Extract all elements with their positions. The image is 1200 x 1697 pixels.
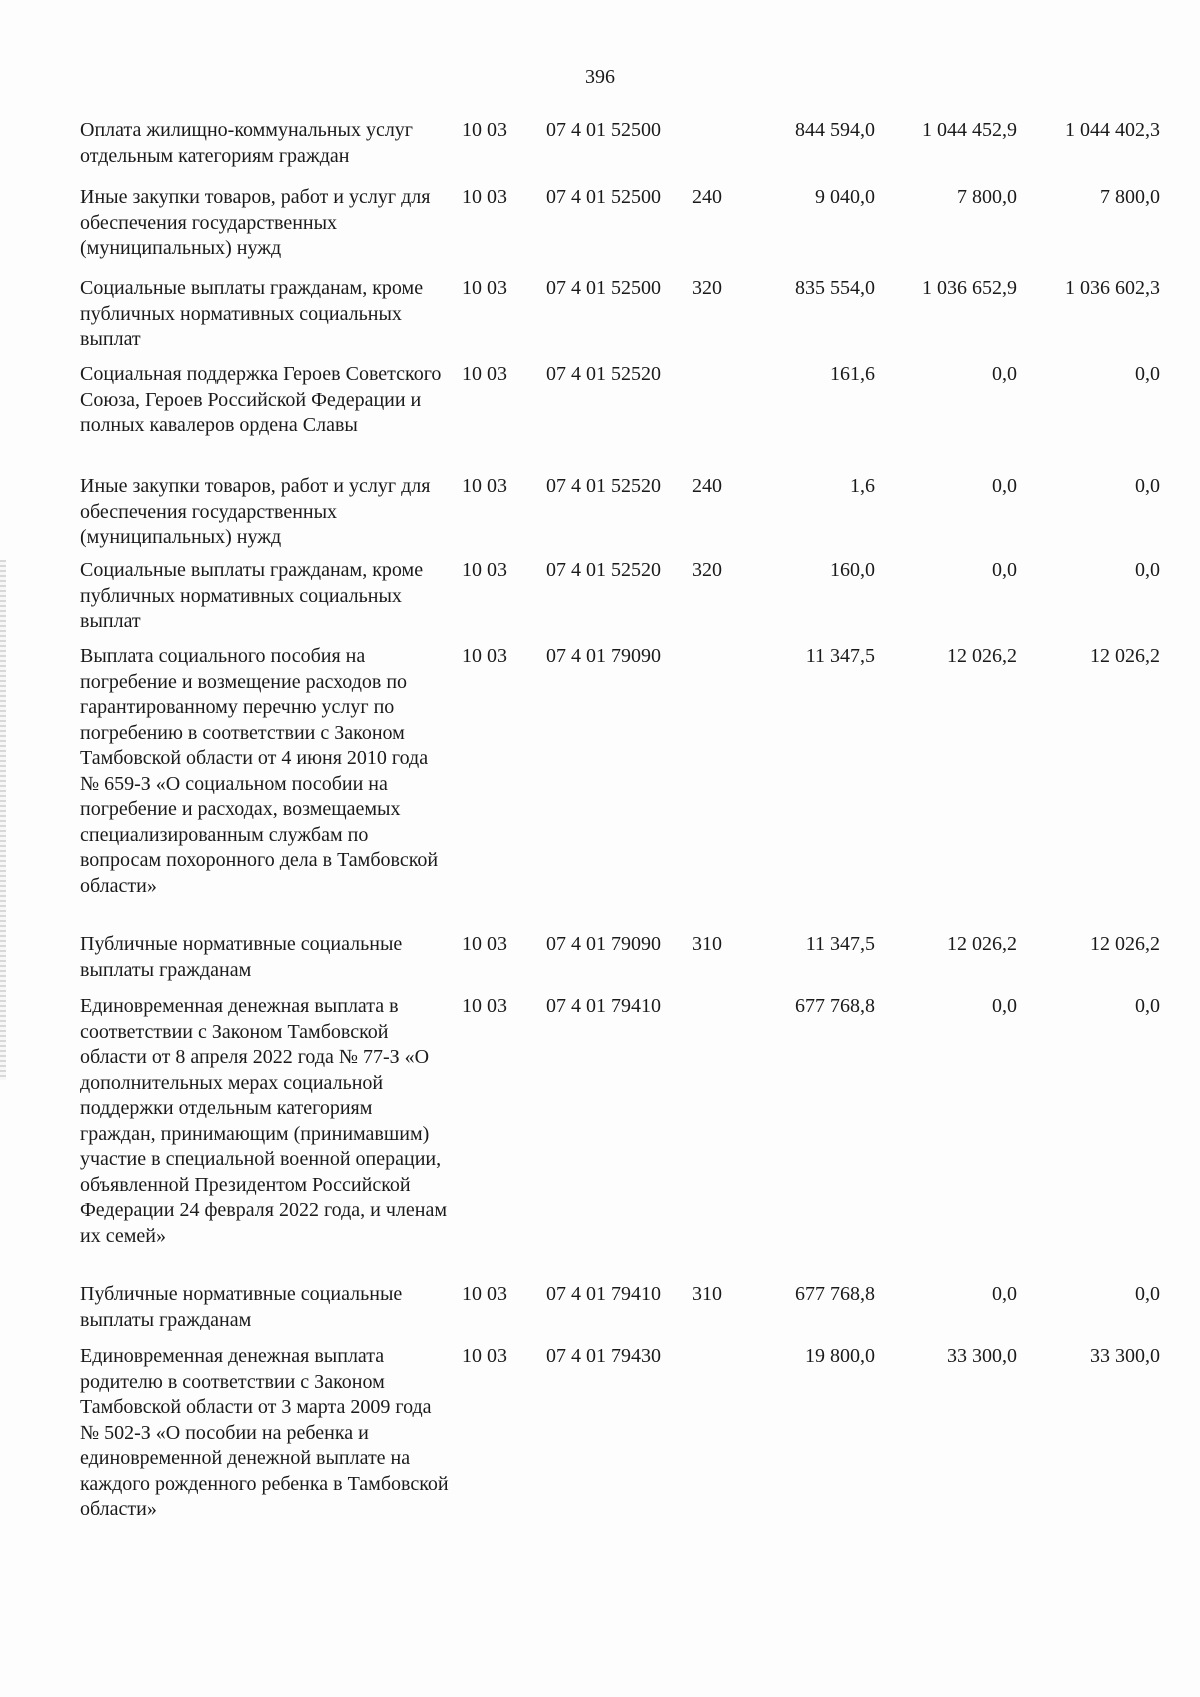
row-name: Выплата социального пособия на погребение и возмещение расходов по гарантированному перечню услуг по погребению в соответствии с Законом Тамбовской области от 4 июня 2010 года № 659-З «О социальном пособии на погребение и расходах, возмещаемых специализированным службам по вопросам похоронного дела в Тамбовской области» xyxy=(80,645,439,897)
row-target-code: 07 4 01 79090 xyxy=(546,933,661,955)
row-amount-2: 0,0 xyxy=(992,475,1017,497)
row-amount-2: 12 026,2 xyxy=(947,645,1017,667)
row-section-code: 10 03 xyxy=(462,559,507,581)
row-amount-3: 12 026,2 xyxy=(1090,933,1160,955)
row-section-code: 10 03 xyxy=(462,1345,507,1367)
row-section-code: 10 03 xyxy=(462,277,507,299)
row-expense-type: 310 xyxy=(692,1283,722,1305)
row-amount-2: 1 036 652,9 xyxy=(922,277,1017,299)
row-expense-type: 240 xyxy=(692,186,722,208)
row-section-code: 10 03 xyxy=(462,645,507,667)
row-amount-1: 677 768,8 xyxy=(795,995,875,1017)
row-amount-2: 33 300,0 xyxy=(947,1345,1017,1367)
row-target-code: 07 4 01 79410 xyxy=(546,995,661,1017)
row-expense-type: 310 xyxy=(692,933,722,955)
row-amount-3: 1 036 602,3 xyxy=(1065,277,1160,299)
row-expense-type: 240 xyxy=(692,475,722,497)
row-expense-type: 320 xyxy=(692,277,722,299)
row-amount-2: 1 044 452,9 xyxy=(922,119,1017,141)
row-amount-3: 0,0 xyxy=(1135,475,1160,497)
row-target-code: 07 4 01 79090 xyxy=(546,645,661,667)
row-name: Социальная поддержка Героев Советского Союза, Героев Российской Федерации и полных кавалеров ордена Славы xyxy=(80,363,442,436)
row-amount-1: 161,6 xyxy=(830,363,875,385)
page-number: 396 xyxy=(585,66,615,88)
row-amount-2: 0,0 xyxy=(992,1283,1017,1305)
row-amount-1: 11 347,5 xyxy=(805,933,875,955)
row-section-code: 10 03 xyxy=(462,186,507,208)
row-amount-3: 7 800,0 xyxy=(1100,186,1160,208)
row-amount-1: 9 040,0 xyxy=(815,186,875,208)
row-target-code: 07 4 01 52500 xyxy=(546,119,661,141)
row-target-code: 07 4 01 52520 xyxy=(546,363,661,385)
row-name: Иные закупки товаров, работ и услуг для обеспечения государственных (муниципальных) нужд xyxy=(80,186,431,259)
row-amount-3: 0,0 xyxy=(1135,995,1160,1017)
row-amount-1: 1,6 xyxy=(850,475,875,497)
row-name: Социальные выплаты гражданам, кроме публичных нормативных социальных выплат xyxy=(80,559,424,632)
row-name: Социальные выплаты гражданам, кроме публичных нормативных социальных выплат xyxy=(80,277,424,350)
row-amount-3: 12 026,2 xyxy=(1090,645,1160,667)
row-target-code: 07 4 01 79410 xyxy=(546,1283,661,1305)
row-amount-1: 835 554,0 xyxy=(795,277,875,299)
row-target-code: 07 4 01 52500 xyxy=(546,277,661,299)
row-amount-3: 1 044 402,3 xyxy=(1065,119,1160,141)
row-name: Единовременная денежная выплата родителю в соответствии с Законом Тамбовской области от 3 марта 2009 года № 502-З «О пособии на ребенка и единовременной денежной выплате на каждого рожденного ребенка в Тамбовской области» xyxy=(80,1345,449,1520)
row-section-code: 10 03 xyxy=(462,363,507,385)
row-amount-1: 11 347,5 xyxy=(805,645,875,667)
row-section-code: 10 03 xyxy=(462,933,507,955)
row-expense-type: 320 xyxy=(692,559,722,581)
row-section-code: 10 03 xyxy=(462,119,507,141)
row-amount-3: 0,0 xyxy=(1135,1283,1160,1305)
row-name: Единовременная денежная выплата в соответствии с Законом Тамбовской области от 8 апреля 2022 года № 77-З «О дополнительных мерах социальной поддержки отдельным категориям граждан, принимающим (принимавшим) участие в специальной военной операции, объявленной Президентом Российской Федерации 24 февраля 2022 года, и членам их семей» xyxy=(80,995,448,1247)
row-section-code: 10 03 xyxy=(462,1283,507,1305)
row-amount-1: 19 800,0 xyxy=(805,1345,875,1367)
row-amount-1: 844 594,0 xyxy=(795,119,875,141)
row-amount-2: 12 026,2 xyxy=(947,933,1017,955)
row-target-code: 07 4 01 52520 xyxy=(546,475,661,497)
row-amount-2: 0,0 xyxy=(992,995,1017,1017)
row-amount-2: 0,0 xyxy=(992,559,1017,581)
row-name: Публичные нормативные социальные выплаты гражданам xyxy=(80,933,403,981)
row-name: Оплата жилищно-коммунальных услуг отдельным категориям граждан xyxy=(80,119,414,167)
row-section-code: 10 03 xyxy=(462,475,507,497)
row-name: Иные закупки товаров, работ и услуг для обеспечения государственных (муниципальных) нужд xyxy=(80,475,431,548)
row-section-code: 10 03 xyxy=(462,995,507,1017)
row-amount-1: 160,0 xyxy=(830,559,875,581)
row-amount-3: 33 300,0 xyxy=(1090,1345,1160,1367)
row-target-code: 07 4 01 79430 xyxy=(546,1345,661,1367)
row-amount-1: 677 768,8 xyxy=(795,1283,875,1305)
row-amount-3: 0,0 xyxy=(1135,363,1160,385)
row-amount-2: 0,0 xyxy=(992,363,1017,385)
row-target-code: 07 4 01 52500 xyxy=(546,186,661,208)
scan-edge-artifact xyxy=(0,560,6,1080)
row-name: Публичные нормативные социальные выплаты гражданам xyxy=(80,1283,403,1331)
row-amount-3: 0,0 xyxy=(1135,559,1160,581)
row-amount-2: 7 800,0 xyxy=(957,186,1017,208)
row-target-code: 07 4 01 52520 xyxy=(546,559,661,581)
